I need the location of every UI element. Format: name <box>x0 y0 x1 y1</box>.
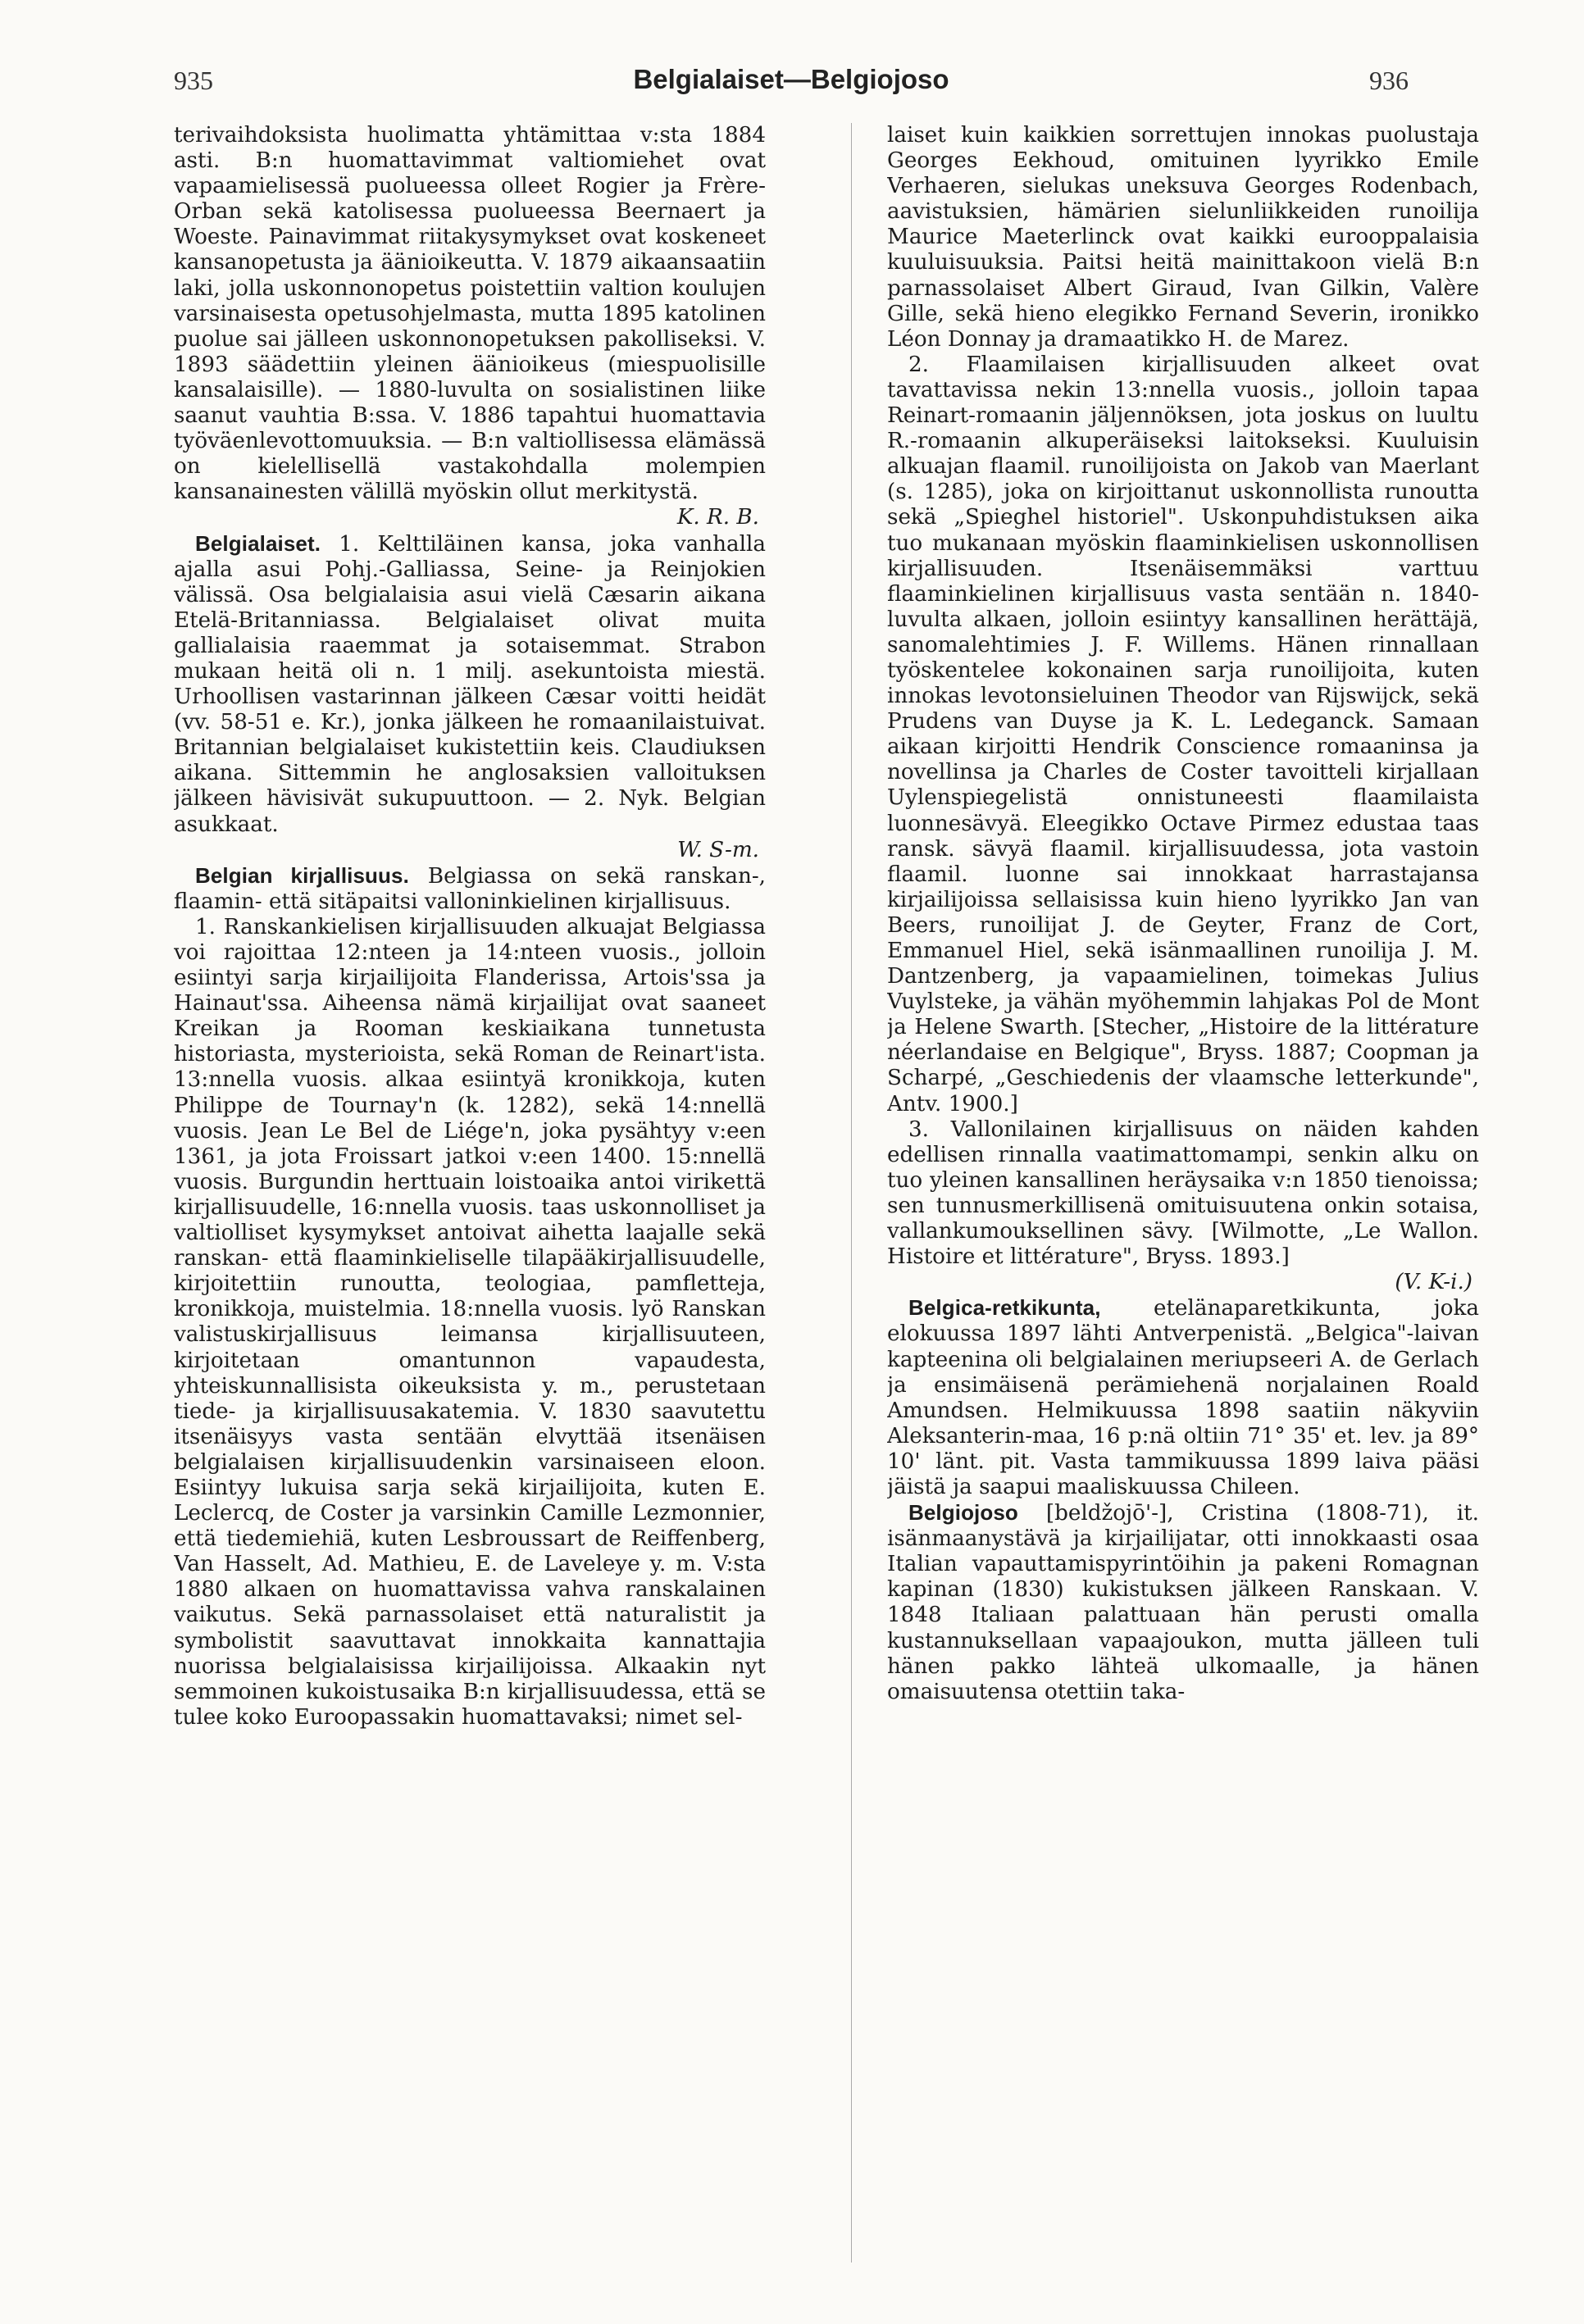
paragraph: 3. Vallonilainen kirjallisuus on näiden kahden edellisen rinnalla vaatimattomampi, senkin alku on tuo yleinen kansallinen heräysaika v:n 1850 tienoissa; sen tunnusmerkillisenä omituisuutena onkin sotaisa, vallankumouksellinen sävy. [Wilmotte, „Le Wallon. Histoire et littérature", Bryss. 1893.] <box>887 1117 1479 1270</box>
paragraph: 2. Flaamilaisen kirjallisuuden alkeet ovat tavattavissa nekin 13:nnella vuosis., jolloin tapaa Reinart-romaanin jäljennöksen, jota joskus on luultu R.-romaanin alkuperäiseksi laitokseksi. Kuuluisin alkuajan flaamil. runoilijoista on Jakob van Maerlant (s. 1285), joka on kirjoittanut uskonnollista runoutta sekä „Spieghel historiel". Uskonpuhdistuksen aika tuo mukanaan myöskin flaaminkielisen uskonnollisen kirjallisuuden. Itsenäisemmäksi varttuu flaaminkielinen kirjallisuus vasta sentään n. 1840-luvulta alkaen, jolloin esiintyy kansallinen herättäjä, sanomalehtimies J. F. Willems. Hänen rinnallaan työskentelee kokonainen sarja runoilijoita, kuten innokas levotonsieluinen Theodor van Rijswijck, sekä Prudens van Duyse ja K. L. Ledeganck. Samaan aikaan kirjoitti Hendrik Conscience romaaninsa ja novellinsa ja Charles de Coster tavoitteli kirjallaan Uylenspiegelistä onnistuneesti flaamilaista luonnesävyä. Eleegikko Octave Pirmez edustaa taas ransk. sävyä flaamil. kirjallisuudessa, jota vastoin flaamil. luonne sai innokkaat harrastajansa kirjailijoissa sellaisissa kuin hieno lyyrikko Jan van Beers, runoilijat J. de Geyter, Franz de Cort, Emmanuel Hiel, sekä isänmaallinen runoilija J. M. Dantzenberg, ja vapaamielinen, toimekas Julius Vuylsteke, ja vähän myöhemmin lahjakas Pol de Mont ja Helene Swarth. [Stecher, „Histoire de la littérature néerlandaise en Belgique", Bryss. 1887; Coopman ja Scharpé, „Geschiedenis der vlaamsche letterkunde", Antv. 1900.] <box>887 352 1479 1117</box>
paragraph: terivaihdoksista huolimatta yhtämittaa v:sta 1884 asti. B:n huomattavimmat valtiomiehet ovat vapaamielisessä puolueessa olleet Rogier ja Frère-Orban sekä katolisessa puolueessa Beernaert ja Woeste. Painavimmat riitakysymykset ovat koskeneet kansanopetusta ja äänioikeutta. V. 1879 aikaansaatiin laki, jolla uskonnonopetus poistettiin valtion koulujen varsinaisesta opetusohjelmasta, mutta 1895 katolinen puolue sai jälleen uskonnonopetuksen pakolliseksi. V. 1893 säädettiin yleinen äänioikeus (miespuolisille kansalaisille). — 1880-luvulta on sosialistinen liike saanut vauhtia B:ssa. V. 1886 tapahtui huomattavia työväenlevottomuuksia. — B:n valtiollisessa elämässä on kielellisellä vastakohdalla molempien kansanainesten välillä myöskin ollut merkitystä. <box>174 123 766 505</box>
right-column <box>887 123 1479 2304</box>
article-entry: Belgialaiset. 1. Kelttiläinen kansa, joka vanhalla ajalla asui Pohj.-Galliassa, Seine- ja Reinjokien välissä. Osa belgialaisia asui vielä Cæsarin aikana Etelä-Britanniassa. Belgialaiset olivat muita gallialaisia raaemmat ja sotaisemmat. Strabon mukaan heitä oli n. 1 milj. asekuntoista miestä. Urhoollisen vastarinnan jälkeen Cæsar voitti heidät (vv. 58-51 e. Kr.), jonka jälkeen he romaanilaistuivat. Britannian belgialaiset kukistettiin keis. Claudiuksen aikana. Sittemmin he anglosaksien valloituksen jälkeen hävisivät sukupuuttoon. — 2. Nyk. Belgian asukkaat. <box>174 530 766 837</box>
headword: Belgica-retkikunta, <box>908 1295 1101 1321</box>
article-entry: Belgiojoso [beldžojō'-], Cristina (1808-71), it. isänmaanystävä ja kirjailijatar, otti innokkaasti osaa Italian vapauttamispyrintöihin ja pakeni Romagnan kapinan (1830) kukistuksen jälkeen Ranskaan. V. 1848 Italiaan palattuaan hän perusti omalla kustannuksellaan vapaajoukon, mutta jälleen tuli hänen pakko lähteä ulkomaalle, ja hänen omaisuutensa otettiin taka- <box>887 1500 1479 1704</box>
article-entry: Belgica-retkikunta, etelänaparetkikunta, joka elokuussa 1897 lähti Antverpenistä. „Belgica"-laivan kapteenina oli belgialainen meriupseeri A. de Gerlach ja ensimäisenä perämiehenä norjalainen Roald Amundsen. Helmikuussa 1898 saatiin näkyviin Aleksanterin-maa, 16 p:nä oltiin 71° 35' et. lev. ja 89° 10' länt. pit. Vasta tammikuussa 1899 laiva pääsi jäistä ja saapui maaliskuussa Chileen. <box>887 1295 1479 1499</box>
signature: K. R. B. <box>676 505 759 530</box>
column-divider <box>851 123 852 2263</box>
paragraph: laiset kuin kaikkien sorrettujen innokas puolustaja Georges Eekhoud, omituinen lyyrikko Emile Verhaeren, sielukas uneksuva Georges Rodenbach, aavistuksien, hämärien sielunliikkeiden runoilija Maurice Maeterlinck ovat kaikki eurooppalaisia kuuluisuuksia. Paitsi heitä mainittakoon vielä B:n parnassolaiset Albert Giraud, Ivan Gilkin, Valère Gille, sekä hieno elegikko Fernand Severin, ironikko Léon Donnay ja dramaatikko H. de Marez. <box>887 123 1479 352</box>
page-number-right: 936 <box>1369 66 1409 95</box>
signature: (V. K-i.) <box>1395 1270 1472 1295</box>
headword: Belgian kirjallisuus. <box>195 862 409 888</box>
page-number-left: 935 <box>174 66 213 95</box>
headword: Belgialaiset. <box>195 530 321 556</box>
page-header <box>174 66 1409 107</box>
paragraph: 1. Ranskankielisen kirjallisuuden alkuajat Belgiassa voi rajoittaa 12:nteen ja 14:nteen vuosis., jolloin esiintyi sarja kirjailijoita Flanderissa, Artois'ssa ja Hainaut'ssa. Aiheensa nämä kirjailijat ovat saaneet Kreikan ja Rooman keskiaikana tunnetusta historiasta, mysterioista, sekä Roman de Reinart'ista. 13:nnella vuosis. alkaa esiintyä kronikkoja, kuten Philippe de Tournay'n (k. 1282), sekä 14:nnellä vuosis. Jean Le Bel de Liége'n, joka pysähtyy v:een 1361, ja jota Froissart jatkoi v:een 1400. 15:nnellä vuosis. Burgundin herttuain loistoaika antoi virikettä kirjallisuudelle, 16:nnella vuosis. taas uskonnolliset ja valtiolliset kysymykset antoivat aihetta laajalle sekä ranskan- että flaaminkieliselle tilapääkirjallisuudelle, kirjoitettiin runoutta, teologiaa, pamfletteja, kronikkoja, muistelmia. 18:nnella vuosis. lyö Ranskan valistuskirjallisuus leimansa kirjallisuuteen, kirjoitetaan omantunnon vapaudesta, yhteiskunnallisista oikeuksista y. m., perustetaan tiede- ja kirjallisuusakatemia. V. 1830 saavutettu itsenäisyys vasta sentään elvyttää itsenäisen belgialaisen kirjallisuudenkin varsinaiseen eloon. Esiintyy lukuisa sarja sekä kirjailijoita, kuten E. Leclercq, de Coster ja varsinkin Camille Lezmonnier, että tiedemiehiä, kuten Lesbroussart de Reiffenberg, Van Hasselt, Ad. Mathieu, E. de Laveleye y. m. V:sta 1880 alkaen on huomattavissa vahva ranskalainen vaikutus. Sekä parnassolaiset että naturalistit ja symbolistit saavuttavat innokkaita kannattajia nuorissa belgialaisissa kirjailijoissa. Alkaakin nyt semmoinen kukoistusaika B:n kirjallisuudessa, että se tulee koko Euroopassakin huomattavaksi; nimet sel- <box>174 914 766 1730</box>
signature: W. S-m. <box>677 837 759 862</box>
headword: Belgiojoso <box>908 1500 1018 1526</box>
left-column <box>174 123 766 2304</box>
running-title: Belgialaiset—Belgiojoso <box>633 64 949 94</box>
article-entry: Belgian kirjallisuus. Belgiassa on sekä ranskan-, flaamin- että sitäpaitsi valloninkielinen kirjallisuus. <box>174 862 766 914</box>
